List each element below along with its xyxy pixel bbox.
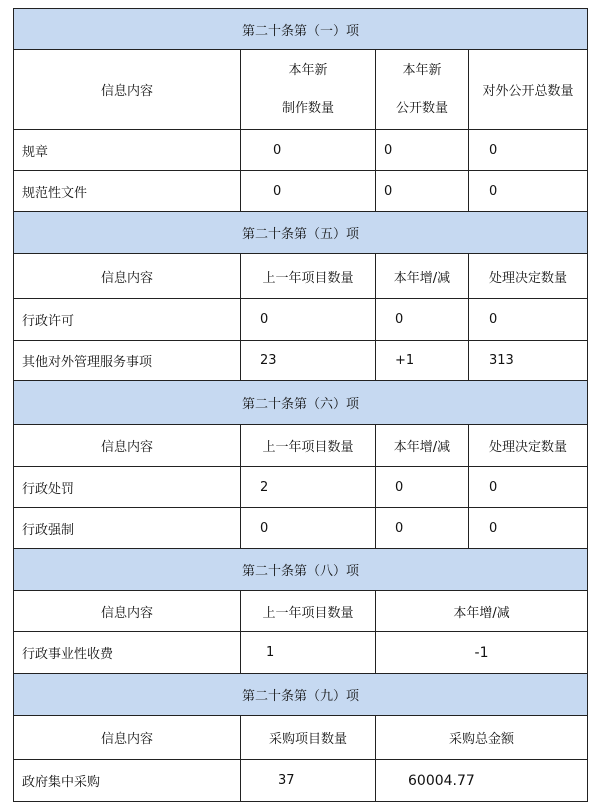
row-label: 规范性文件: [14, 171, 241, 212]
section-title: 第二十条第（六）项: [14, 381, 588, 425]
column-header: 本年增/减: [376, 254, 469, 299]
cell-value: 0: [469, 130, 588, 171]
cell-value: 0: [376, 171, 469, 212]
column-header: 信息内容: [14, 254, 241, 299]
column-header: 本年新 公开数量: [376, 50, 469, 130]
section-title: 第二十条第（八）项: [14, 549, 588, 591]
row-label: 其他对外管理服务事项: [14, 341, 241, 381]
cell-value: 0: [469, 299, 588, 341]
cell-value: 0: [376, 299, 469, 341]
cell-value: 1: [241, 632, 376, 674]
cell-value: 0: [241, 130, 376, 171]
row-label: 政府集中采购: [14, 760, 241, 802]
section-title: 第二十条第（五）项: [14, 212, 588, 254]
cell-value: 0: [241, 171, 376, 212]
cell-value: 37: [241, 760, 376, 802]
section-title: 第二十条第（一）项: [14, 9, 588, 50]
column-header: 上一年项目数量: [241, 254, 376, 299]
row-label: 规章: [14, 130, 241, 171]
column-header: 信息内容: [14, 591, 241, 632]
column-header: 信息内容: [14, 50, 241, 130]
column-header: 处理决定数量: [469, 425, 588, 467]
cell-value: +1: [376, 341, 469, 381]
column-header: 采购总金额: [376, 716, 588, 760]
cell-value: 23: [241, 341, 376, 381]
cell-value: 0: [241, 299, 376, 341]
cell-value: 0: [241, 508, 376, 549]
row-label: 行政许可: [14, 299, 241, 341]
column-header: 信息内容: [14, 425, 241, 467]
cell-value: 0: [469, 171, 588, 212]
cell-value: 60004.77: [376, 760, 588, 802]
row-label: 行政事业性收费: [14, 632, 241, 674]
info-disclosure-table: [13, 8, 588, 802]
cell-value: 313: [469, 341, 588, 381]
cell-value: 0: [469, 508, 588, 549]
cell-value: -1: [376, 632, 588, 674]
cell-value: 2: [241, 467, 376, 508]
column-header: 采购项目数量: [241, 716, 376, 760]
column-header: 对外公开总数量: [469, 50, 588, 130]
cell-value: 0: [469, 467, 588, 508]
column-header: 处理决定数量: [469, 254, 588, 299]
cell-value: 0: [376, 467, 469, 508]
column-header: 上一年项目数量: [241, 425, 376, 467]
cell-value: 0: [376, 130, 469, 171]
row-label: 行政处罚: [14, 467, 241, 508]
column-header: 本年增/减: [376, 591, 588, 632]
column-header: 本年增/减: [376, 425, 469, 467]
cell-value: 0: [376, 508, 469, 549]
column-header: 本年新 制作数量: [241, 50, 376, 130]
column-header: 上一年项目数量: [241, 591, 376, 632]
row-label: 行政强制: [14, 508, 241, 549]
section-title: 第二十条第（九）项: [14, 674, 588, 716]
column-header: 信息内容: [14, 716, 241, 760]
